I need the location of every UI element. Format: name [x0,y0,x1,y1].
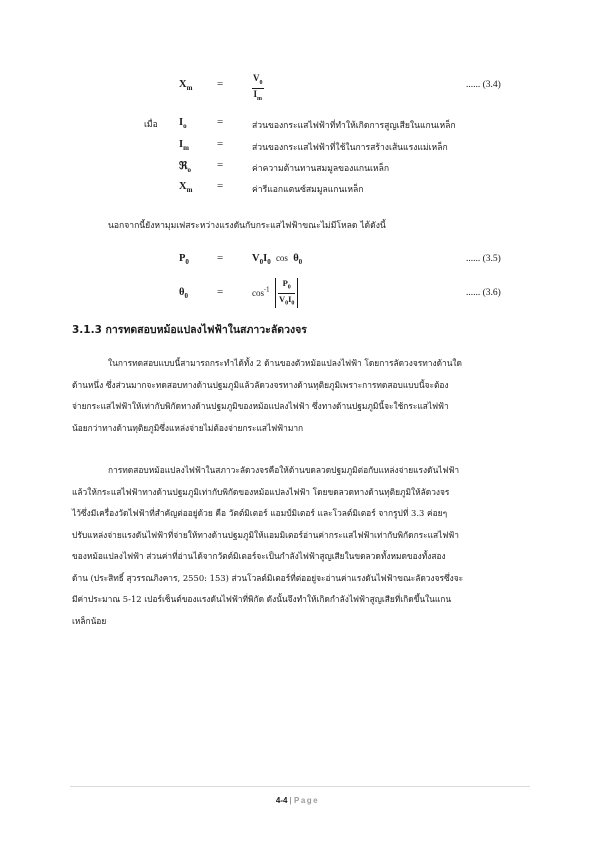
paragraph-line: ด้าน (ประสิทธิ์ สุวรรณภิงคาร, 2550: 153) ส่วนโวลต์มิเตอร์ที่ต่ออยู่จะอ่านค่าแรงดันไฟฟ้าขณะลัดวงจรซึ่งจะ [72,572,464,583]
def-equals: = [217,159,224,171]
paragraph-1 [72,353,527,439]
eq34-lhs: $X_m$ [179,79,193,93]
eq36-rhs: $\cos^{-1}$ $\frac{P_0}{V_0I_0}$ [252,278,298,308]
def-equals: = [217,180,224,192]
definitions-intro: เมื่อ [144,120,158,130]
def-equals: = [217,138,224,150]
power-intro-text: นอกจากนี้ยังหามุมเฟสระหว่างแรงดันกับกระแสไฟฟ้าขณะไม่มีโหลด ได้ดังนี้ [108,221,386,231]
paragraph-line: ปรับแหล่งจ่ายแรงดันไฟฟ้าที่จ่ายให้ทางด้านปฐมภูมิให้แอมมิเตอร์อ่านค่ากระแสไฟฟ้าเท่ากับพิกัดกระแสไฟฟ้า [72,529,459,540]
paragraph-line: ในการทดสอบแบบนี้สามารถกระทำได้ทั้ง 2 ด้านของตัวหม้อแปลงไฟฟ้า โดยการลัดวงจรทางด้านใด [108,358,462,368]
paragraph-line: เหล็กน้อย [72,615,107,626]
paragraph-2 [72,460,527,632]
eq36-lhs: $\theta_0$ [179,287,188,301]
eq34-fraction: $\frac{V_0}{I_m}$ [253,73,263,102]
def-text-im: ส่วนของกระแสไฟฟ้าที่ใช้ในการสร้างเส้นแรงแม่เหล็ก [252,143,448,153]
section-heading: 3.1.3 การทดสอบหม้อแปลงไฟฟ้าในสภาวะลัดวงจร [72,324,307,336]
paragraph-line: ไว้ซึ่งมีเครื่องวัดไฟฟ้าที่สำคัญต่ออยู่ด้วย คือ วัตต์มิเตอร์ แอมป์มิเตอร์ และโวลต์มิเตอร์ จากรูปที่ 3.3 ค่อยๆ [72,508,448,518]
eq35-number: ...... (3.5) [466,254,501,264]
def-text-r0: ค่าความต้านทานสมมูลของแกนเหล็ก [252,164,390,174]
eq35-equals: = [217,252,224,264]
def-equals: = [217,116,224,128]
eq36-sup: -1 [264,286,270,294]
eq34-number: ...... (3.4) [466,80,501,90]
def-symbol-im: $I_m$ [179,139,189,153]
eq35-lhs: $P_0$ [179,253,189,267]
paragraph-line: จ่ายกระแสไฟฟ้าให้เท่ากับพิกัดทางด้านปฐมภูมิของหม้อแปลงไฟฟ้า ซึ่งทางด้านปฐมภูมินี้จะใช้กระแสไฟฟ้า [72,401,449,411]
paragraph-line: มีค่าประมาณ 5-12 เปอร์เซ็นต์ของแรงดันไฟฟ้าที่พิกัด ดังนั้นจึงทำให้เกิดกำลังไฟฟ้าสูญเสียที่เกิดขึ้นในแกน [72,594,452,604]
eq35-rhs: $V_0I_0$ $\cos \theta_0$ [252,253,303,267]
def-symbol-xm: $X_m$ [179,181,193,195]
def-text-i0: ส่วนของกระแสไฟฟ้าที่ทำให้เกิดการสูญเสียในแกนเหล็ก [252,121,456,131]
def-symbol-i0: $I_o$ [179,117,187,131]
footer-divider [70,786,530,787]
page-footer [0,796,595,805]
paragraph-line: น้อยกว่าทางด้านทุติยภูมิซึ่งแหล่งจ่ายไม่ต้องจ่ายกระแสไฟฟ้ามาก [72,422,304,433]
eq36-func: cos [252,288,264,299]
eq34-equals: = [217,78,224,90]
page-label: Page [293,796,320,805]
eq36-equals: = [217,286,224,298]
paragraph-line: ของหม้อแปลงไฟฟ้า ส่วนค่าที่อ่านได้จากวัตต์มิเตอร์จะเป็นกำลังไฟฟ้าสูญเสียในขดลวดทั้งหมดของทั้งสอง [72,551,446,561]
page-number: 4-4 [275,796,288,805]
eq36-number: ...... (3.6) [466,288,501,298]
paragraph-line: แล้วให้กระแสไฟฟ้าทางด้านปฐมภูมิเท่ากับพิกัดของหม้อแปลงไฟฟ้า โดยขดลวดทางด้านทุติยภูมิให้ลัดวงจร [72,486,450,497]
paragraph-line: ด้านหนึ่ง ซึ่งส่วนมากจะทดสอบทางด้านปฐมภูมิแล้วลัดวงจรทางด้านทุติยภูมิเพราะการทดสอบแบบนี้จะต้อง [72,379,449,390]
footer-separator: | [289,796,292,805]
def-text-xm: ค่ารีแอกแตนซ์สมมูลแกนเหล็ก [252,185,364,195]
def-symbol-r0: ℜ$_o$ [179,161,192,175]
paragraph-line: การทดสอบหม้อแปลงไฟฟ้าในสภาวะลัดวงจรคือให้ด้านขดลวดปฐมภูมิต่อกับแหล่งจ่ายแรงดันไฟฟ้า [108,465,460,475]
